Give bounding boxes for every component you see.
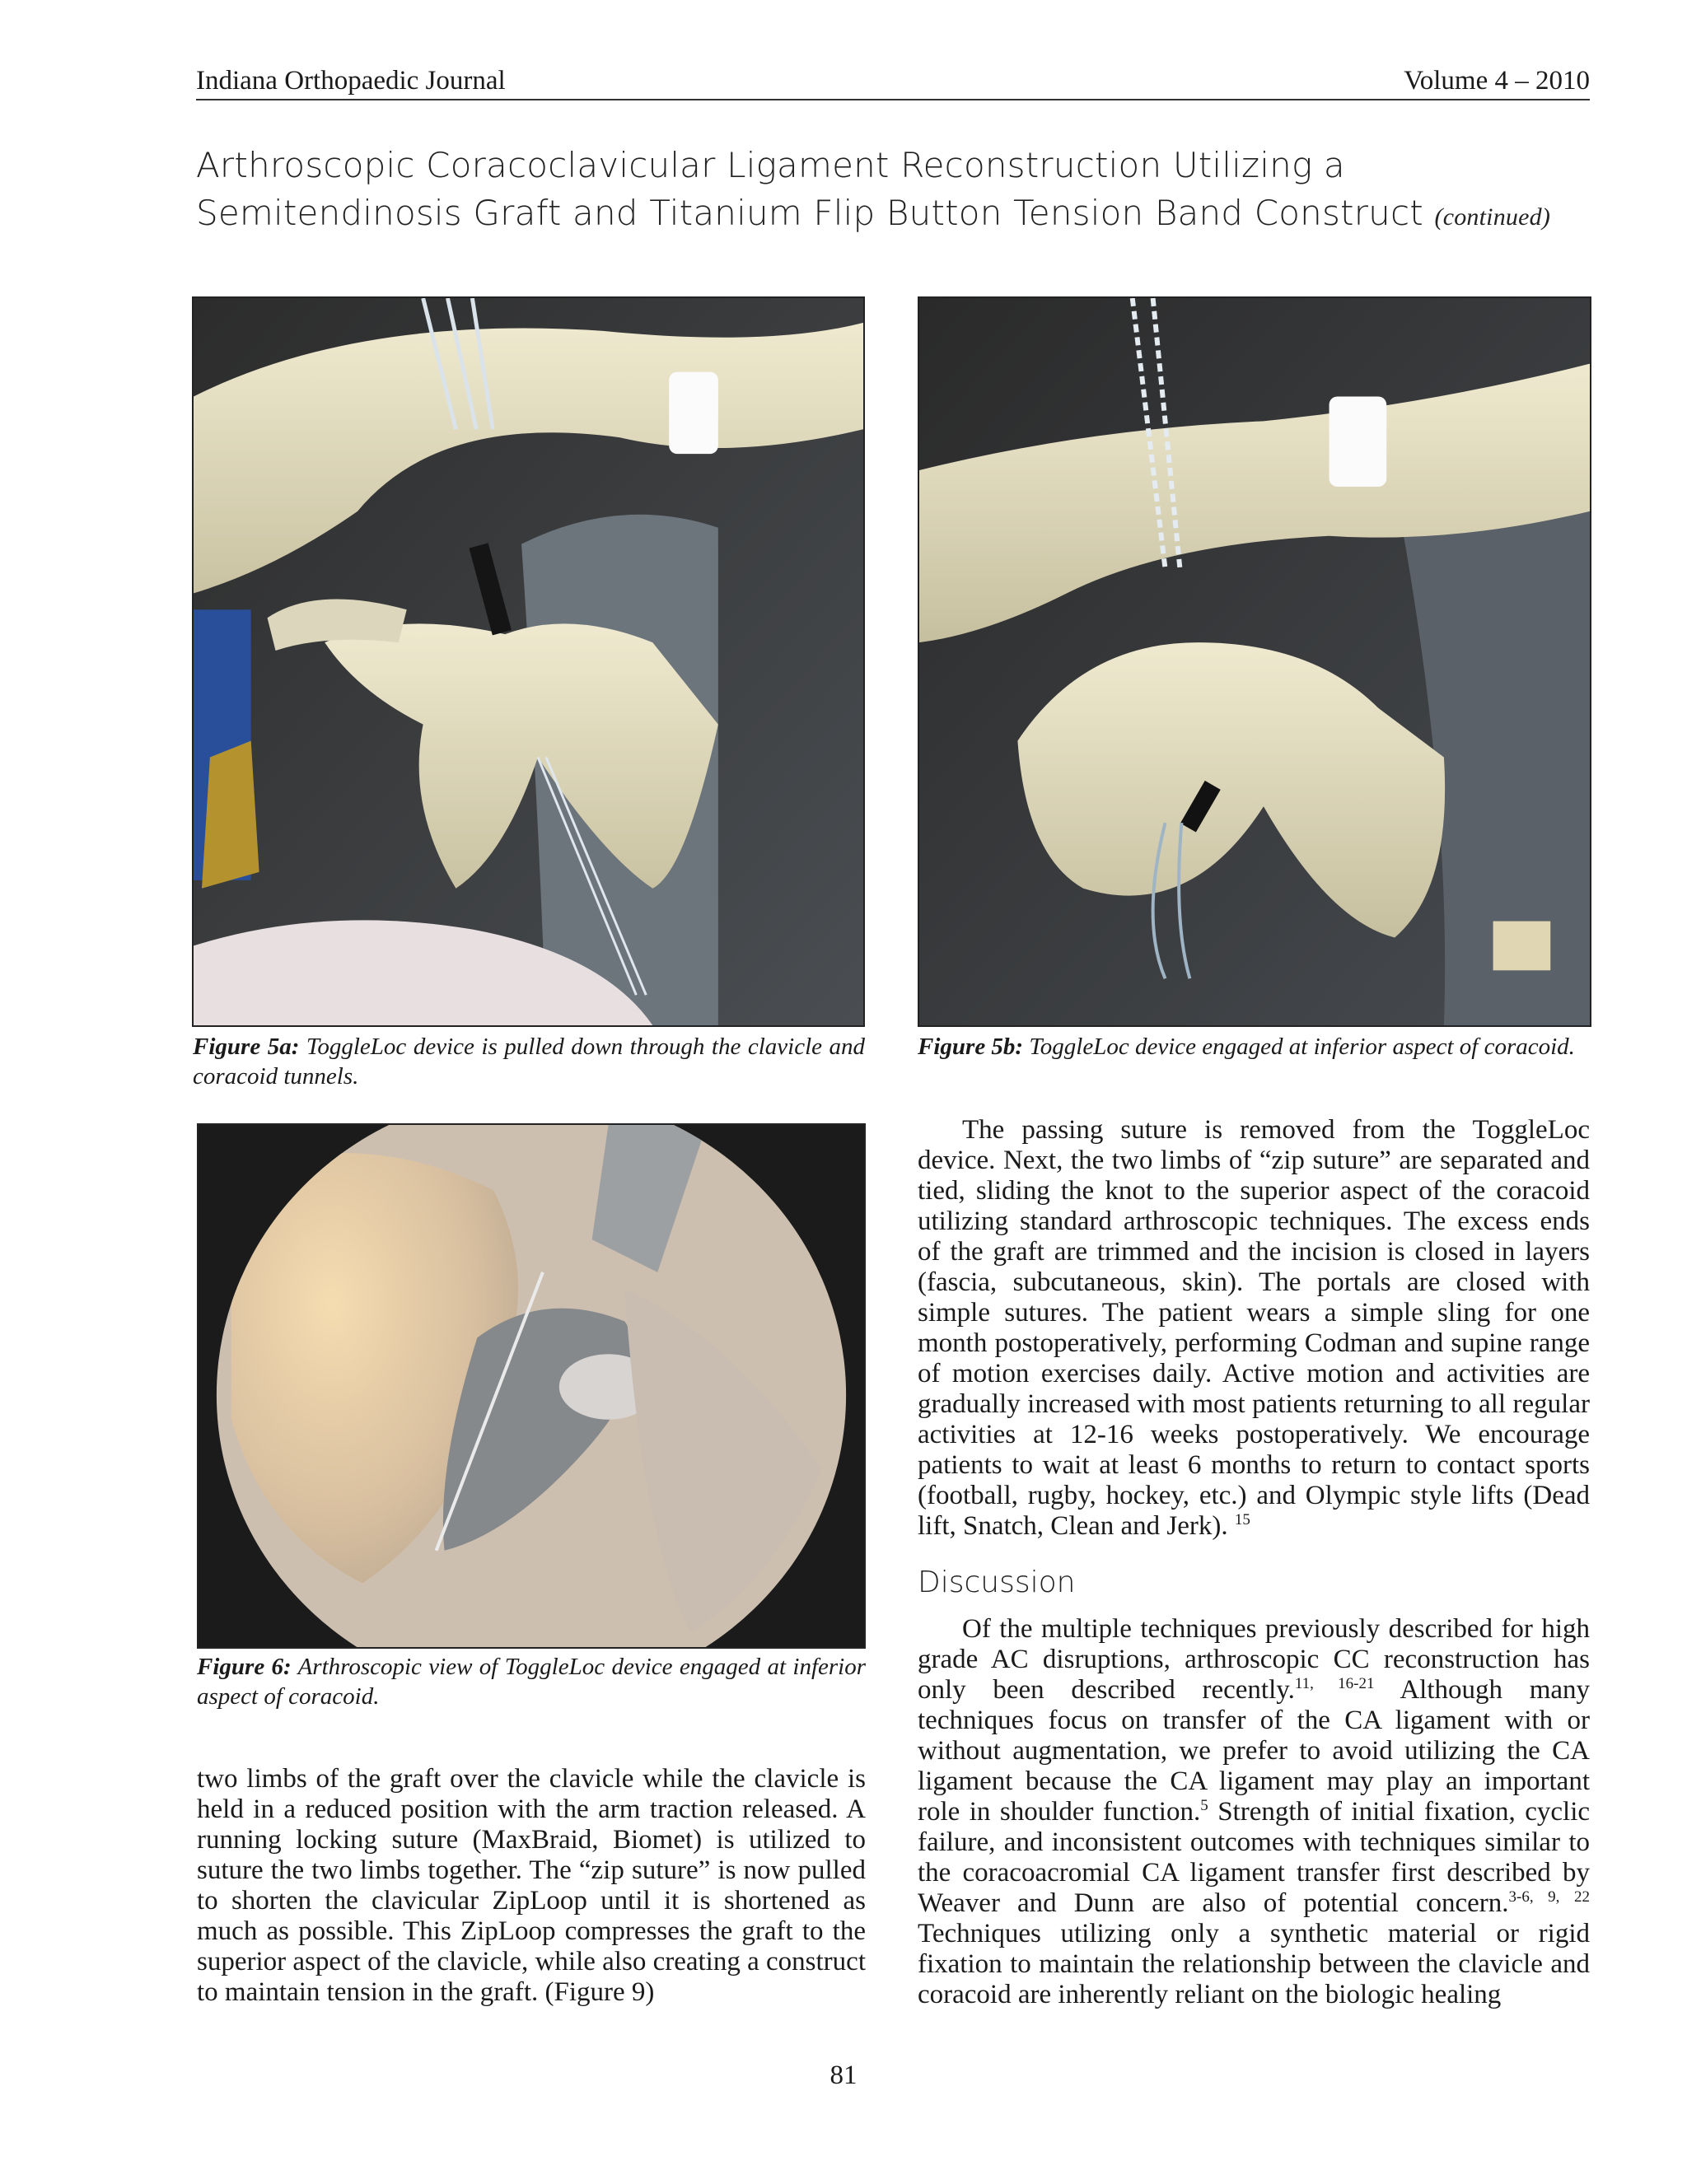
figure-6-caption-text: Arthroscopic view of ToggleLoc device engaged at inferior aspect of coracoid.	[197, 1654, 867, 1710]
right-paragraph-1-text: The passing suture is removed from the ToggleLoc device. Next, the two limbs of “zip suture” are separated and tied, sliding the knot to the superior aspect of the coracoid utilizing standard arthroscopic techniques. The excess ends of the graft are trimmed and the incision is closed in layers (fascia, subcutaneous, skin). The portals are closed with simple sutures. The patient wears a simple sling for one month postoperatively, performing Codman and supine range of motion exercises daily. Active motion and activities are gradually increased with most patients returning to all regular activities at 12-16 weeks postoperatively. We encourage patients to wait at least 6 months to return to contact sports (football, rugby, hockey, etc.) and Olympic style lifts (Dead lift, Snatch, Clean and Jerk).	[918, 1115, 1590, 1541]
figure-6-label: Figure 6:	[197, 1654, 292, 1680]
figure-5b-caption-text: ToggleLoc device engaged at inferior aspect of coracoid.	[1029, 1034, 1575, 1060]
citation-11-16-21: 11, 16-21	[1294, 1675, 1375, 1692]
figure-6-image	[197, 1123, 866, 1649]
journal-name: Indiana Orthopaedic Journal	[196, 66, 506, 96]
p2-part-c: Strength of initial fixation, cyclic failure, and inconsistent outcomes with techniques similar to the coracoacromial CA ligament transfer first described by Weaver and Dunn are also of potential concern.	[918, 1797, 1591, 1918]
right-paragraph-1	[918, 1115, 1590, 1542]
figure-5a-caption	[193, 1032, 865, 1091]
citation-15: 15	[1234, 1511, 1250, 1528]
left-column	[197, 1764, 866, 2008]
article-title	[196, 142, 1596, 241]
figure-5a-image	[192, 296, 865, 1027]
discussion-heading: Discussion	[918, 1566, 1076, 1599]
figure-5a-caption-text: ToggleLoc device is pulled down through the clavicle and coracoid tunnels.	[193, 1034, 866, 1090]
article-title-text: Arthroscopic Coracoclavicular Ligament Reconstruction Utilizing a Semitendinosis Graft and Titanium Flip Button Tension Band Construct	[196, 145, 1423, 233]
figure-6-caption	[197, 1652, 866, 1711]
page-number: 81	[829, 2060, 858, 2090]
figure-5b-image	[918, 296, 1591, 1027]
figure-5a-label: Figure 5a:	[193, 1034, 300, 1060]
citation-5: 5	[1200, 1797, 1208, 1814]
title-continued: (continued)	[1434, 203, 1551, 231]
p2-part-a: Of the multiple techniques previously described for high grade AC disruptions, arthroscopic CC reconstruction has only been described recently.	[918, 1614, 1590, 1705]
citation-3-6-9-22: 3-6, 9, 22	[1508, 1888, 1590, 1906]
right-column	[918, 1115, 1590, 2010]
header-rule	[196, 99, 1590, 100]
left-paragraph: two limbs of the graft over the clavicle while the clavicle is held in a reduced position with the arm traction released. A running locking suture (MaxBraid, Biomet) is utilized to suture the two limbs together. The “zip suture” is now pulled to shorten the clavicular ZipLoop until it is shortened as much as possible. This ZipLoop compresses the graft to the superior aspect of the clavicle, while also creating a construct to maintain tension in the graft. (Figure 9)	[197, 1764, 866, 2007]
figure-5b-label: Figure 5b:	[918, 1034, 1024, 1060]
p2-part-b: Although many techniques focus on transfer of the CA ligament with or without augmentation, we prefer to avoid utilizing the CA ligament because the CA ligament may play an important role in shoulder function.	[918, 1675, 1591, 1827]
p2-part-d: Techniques utilizing only a synthetic material or rigid fixation to maintain the relationship between the clavicle and coracoid are inherently reliant on the biologic healing	[918, 1919, 1590, 2009]
right-paragraph-2	[918, 1614, 1590, 2010]
figure-5b-caption	[918, 1032, 1591, 1062]
volume-label: Volume 4 – 2010	[1404, 66, 1590, 96]
